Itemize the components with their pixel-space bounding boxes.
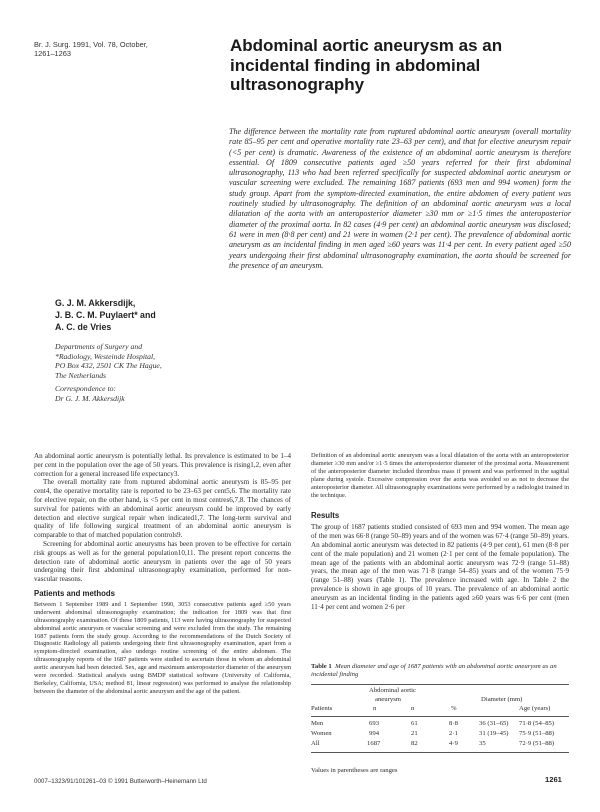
data-table [311,684,569,753]
table-footnote: Values in parentheses are ranges [311,767,398,774]
table-row: All 1687 82 4·9 35 72·9 (51–88) [311,740,555,747]
column-header: Age (years) [519,705,551,712]
table-row: Men 693 61 8·8 36 (31–65) 71·8 (54–85) [311,720,555,727]
column-header: n [373,705,377,712]
group-header: Abdominal aortic [369,687,416,694]
table-caption-text: Mean diameter and age of 1687 patients with an abdominal aortic aneurysm as an incidental finding [311,663,557,679]
author-3: A. C. de Vries [55,322,112,332]
author-2: J. B. C. M. Puylaert* and [55,310,156,320]
article-title: Abdominal aortic aneurysm as an incidental finding in abdominal ultrasonography [230,36,503,94]
column-header: Patients [311,705,333,712]
journal-line-1: Br. J. Surg. 1991, Vol. 78, October, [34,40,148,49]
page-number: 1261 [545,775,562,784]
right-column [311,452,569,611]
section-heading-results: Results [311,511,340,521]
body-paragraph: Screening for abdominal aortic aneurysms has been proven to be effective for certain risk groups as well as for the general population10,11. The present report concerns the detection rate of abdominal aortic aneurysm in patients over the age of 50 years undergoing their first abdominal ultrasonography examination, performed for non-vascular reasons. [34,539,291,584]
column-header: % [451,705,457,712]
group-header: aneurysm [375,696,401,703]
left-column [34,452,291,696]
body-paragraph: The overall mortality rate from ruptured abdominal aortic aneurysm is 85–95 per cent4, the operative mortality rate is reported to be 23–63 per cent5,6. The mortality rate for elective repair, on the other hand, is <5 per cent in most centres6,7,8. The chances of survival for patients with an abdominal aortic aneurysm could be improved by early detection and elective surgical repair when indicated1,7. The long-term survival and quality of life following surgical treatment of an abdominal aortic aneurysm is comparable to that of matched population controls9. [34,478,291,540]
column-header: Diameter (mm) [481,696,523,703]
table-label: Table 1 [311,663,332,670]
body-paragraph: Definition of an abdominal aortic aneurysm was a local dilatation of the aorta with an anteroposterior diameter ≥30 mm and/or ≥1·5 times the anteroposterior diameter of the proximal aorta. Measurement of the anteroposterior diameter included thrombus mass if present and was performed in the sagittal plane during systole. Excessive compression over the aorta was avoided so as not to decrease the anteroposterior diameter. All ultrasonography examinations were performed by a radiologist trained in the technique. [311,452,569,499]
table-top-rule [311,684,569,685]
affiliation-line-1: Departments of Surgery and [55,342,143,351]
table-row: Women 994 21 2·1 31 (19–45) 75·9 (51–88) [311,730,555,737]
affiliation-line-4: The Netherlands [55,370,107,380]
author-1: G. J. M. Akkersdijk, [55,298,136,308]
journal-citation [34,40,194,58]
column-header: n [411,705,415,712]
table-bottom-rule [311,752,569,753]
body-paragraph: Between 1 September 1989 and 1 September 1990, 3053 consecutive patients aged ≥50 years underwent abdominal ultrasonography examination; the indication for 1809 was that first ultrasonography examination. Of these 1809 patients, 113 were having ultrasonography for suspected abdominal aortic aneurysm or vascular screening and were excluded from the study. The remaining 1687 patients form the study group. According to the recommendations of the Dutch Society of Diagnostic Radiology all patients undergoing their first ultrasonography examination, apart from a symptom-directed examination, also undergo routine screening of the entire abdomen. The ultrasonography reports of the 1687 patients were studied to ascertain those in whom an abdominal aortic aneurysm had been detected. Sex, age and maximum anteroposterior diameter of the aneurysm were recorded. Statistical analysis using BMDP statistical software (University of California, Berkeley, California, USA; method 81, linear regression) was performed to analyse the relationship between the diameter of the abdominal aortic aneurysm and the age of the patient. [34,600,291,695]
section-heading-methods: Patients and methods [34,588,116,598]
correspondence-label: Correspondence to: [55,384,116,394]
affiliation-line-3: PO Box 432, 2501 CK The Hague, [55,361,162,371]
journal-line-2: 1261–1263 [34,49,71,58]
body-paragraph: The group of 1687 patients studied consisted of 693 men and 994 women. The mean age of the men was 66·8 (range 50–89) years and of the women was 67·4 (range 50–89) years. An abdominal aortic aneurysm was detected in 82 patients (4·9 per cent), 61 men (8·8 per cent of the male population) and 21 women (2·1 per cent of the female population). The mean age of the patients with an abdominal aortic aneurysm was 72·9 (range 51–88) years, the mean age of the men was 71·8 (range 54–85) years and of the women 75·9 (range 51–88) years (Table 1). The prevalence increased with age. In Table 2 the prevalence is shown in age groups of 10 years. The prevalence of an abdominal aortic aneurysm as an incidental finding in the patients aged ≥60 years was 6·6 per cent (men 11·4 per cent and women 2·6 per [311,523,569,611]
correspondence-name: Dr G. J. M. Akkersdijk [55,393,125,403]
affiliation-line-2: *Radiology, Westeinde Hospital, [55,351,156,361]
copyright-line: 0007–1323/91/101261–03 © 1991 Butterworth–Heinemann Ltd [34,778,207,785]
abstract: The difference between the mortality rate from ruptured abdominal aortic aneurysm (overall mortality rate 85–95 per cent and operative mortality rate 23–63 per cent), and that for elective aneurysm repair (<5 per cent) is dramatic. Awareness of the existence of an abdominal aortic aneurysm is therefore essential. Of 1809 consecutive patients aged ≥50 years referred for their first abdominal ultrasonography, 113 who had been referred specifically for suspected abdominal aortic aneurysm or vascular screening were excluded. The remaining 1687 patients (693 men and 994 women) form the study group. Apart from the symptom-directed examination, the entire abdomen of every patient was routinely studied by ultrasonography. The definition of an abdominal aortic aneurysm was a local dilatation of the aorta with an anteroposterior diameter ≥30 mm or ≥1·5 times the anteroposterior diameter of the proximal aorta. In 82 cases (4·9 per cent) an abdominal aortic aneurysm was disclosed; 61 were in men (8·8 per cent) and 21 were in women (2·1 per cent). The prevalence of abdominal aortic aneurysm as an incidental finding in men aged ≥60 years was 11·4 per cent. In every patient aged ≥50 years undergoing their first abdominal ultrasonography examination, the aorta should be screened for the presence of an aneurysm. [229,127,571,270]
affiliation [55,342,223,404]
body-paragraph: An abdominal aortic aneurysm is potentially lethal. Its prevalence is estimated to be 1–4 per cent in the population over the age of 50 years. This prevalence is rising1,2, even after correction for a general increased life expectancy3. [34,452,291,478]
author-list [55,297,223,333]
table-caption [311,663,569,679]
table-mid-rule [311,716,569,717]
